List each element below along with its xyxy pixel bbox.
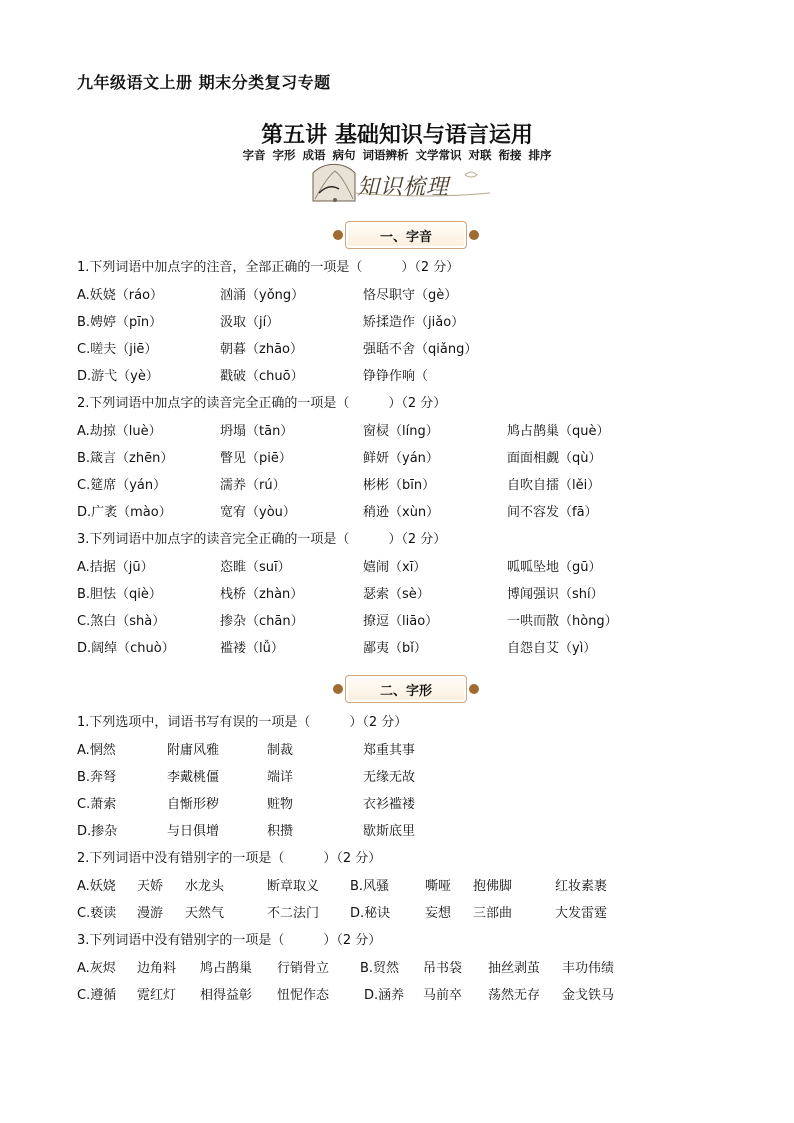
option-row: C.筵席（yán） 濡养（rú） 彬彬（bīn） 自吹自擂（lěi）: [77, 478, 601, 493]
option-row: A.惘然 附庸风雅 制裁 郑重其事: [77, 743, 416, 758]
question-text: 1.下列选项中，词语书写有误的一项是（ ）（2 分）: [77, 715, 408, 730]
option-row: C.亵读 漫游 天然气 不二法门 D.秘诀 妄想 三部曲 大发雷霆: [77, 906, 608, 921]
option-row: C.煞白（shà） 掺杂（chān） 撩逗（liāo） 一哄而散（hòng）: [77, 614, 618, 629]
option-row: A.妖娆 天娇 水龙头 断章取义 B.风骚 嘶哑 抱佛脚 红妆素裹: [77, 879, 608, 894]
option-row: D.掺杂 与日俱增 积攒 歇斯底里: [77, 824, 416, 839]
option-row: D.游弋（yè） 戳破（chuō） 铮铮作响（: [77, 369, 429, 384]
series-title: 九年级语文上册 期末分类复习专题: [77, 73, 331, 92]
option-row: A.劫掠（luè） 坍塌（tān） 窗棂（líng） 鸠占鹊巢（què）: [77, 424, 610, 439]
lecture-topics: 字音 字形 成语 病句 词语辨析 文学常识 对联 衔接 排序: [242, 148, 552, 162]
section-header-glyphs: 二、字形: [333, 675, 479, 703]
question-text: 3.下列词语中没有错别字的一项是（ ）（2 分）: [77, 933, 382, 948]
option-row: A.妖娆（ráo） 汹涌（yǒng） 恪尽职守（gè）: [77, 288, 458, 303]
option-row: B.胆怯（qiè） 栈桥（zhàn） 瑟索（sè） 博闻强识（shí）: [77, 587, 604, 602]
question-text: 2.下列词语中没有错别字的一项是（ ）（2 分）: [77, 851, 382, 866]
option-row: C.嗟夫（jiē） 朝暮（zhāo） 强聒不舍（qiǎng）: [77, 342, 478, 357]
question-text: 3.下列词语中加点字的读音完全正确的一项是（ ）（2 分）: [77, 532, 447, 547]
option-row: B.奔弩 李戴桃僵 端详 无缘无故: [77, 770, 416, 785]
banner-label: 知识梳理: [357, 175, 450, 200]
question-text: 1.下列词语中加点字的注音，全部正确的一项是（ ）（2 分）: [77, 260, 460, 275]
option-row: A.拮据（jū） 恣睢（suī） 嬉闹（xī） 呱呱坠地（gū）: [77, 560, 602, 575]
question-text: 2.下列词语中加点字的读音完全正确的一项是（ ）（2 分）: [77, 396, 447, 411]
option-row: D.阔绰（chuò） 褴褛（lǚ） 鄙夷（bǐ） 自怨自艾（yì）: [77, 641, 597, 656]
option-row: D.广袤（mào） 宽宥（yòu） 稍逊（xùn） 间不容发（fā）: [77, 505, 598, 520]
section-header-pronunciation: 一、字音: [333, 221, 479, 249]
option-row: A.灰烬 边角料 鸠占鹊巢 行销骨立 B.贸然 吊书袋 抽丝剥茧 丰功伟绩: [77, 961, 615, 976]
option-row: B.箴言（zhēn） 瞥见（piē） 鲜妍（yán） 面面相觑（qù）: [77, 451, 602, 466]
option-row: C.萧索 自惭形秽 赃物 衣衫褴褛: [77, 797, 416, 812]
option-row: B.娉婷（pīn） 汲取（jí） 矫揉造作（jiǎo）: [77, 315, 465, 330]
lecture-title: 第五讲 基础知识与语言运用: [261, 122, 533, 148]
option-row: C.遵循 霓红灯 相得益彰 忸怩作态 D.涵养 马前卒 荡然无存 金戈铁马: [77, 988, 615, 1003]
